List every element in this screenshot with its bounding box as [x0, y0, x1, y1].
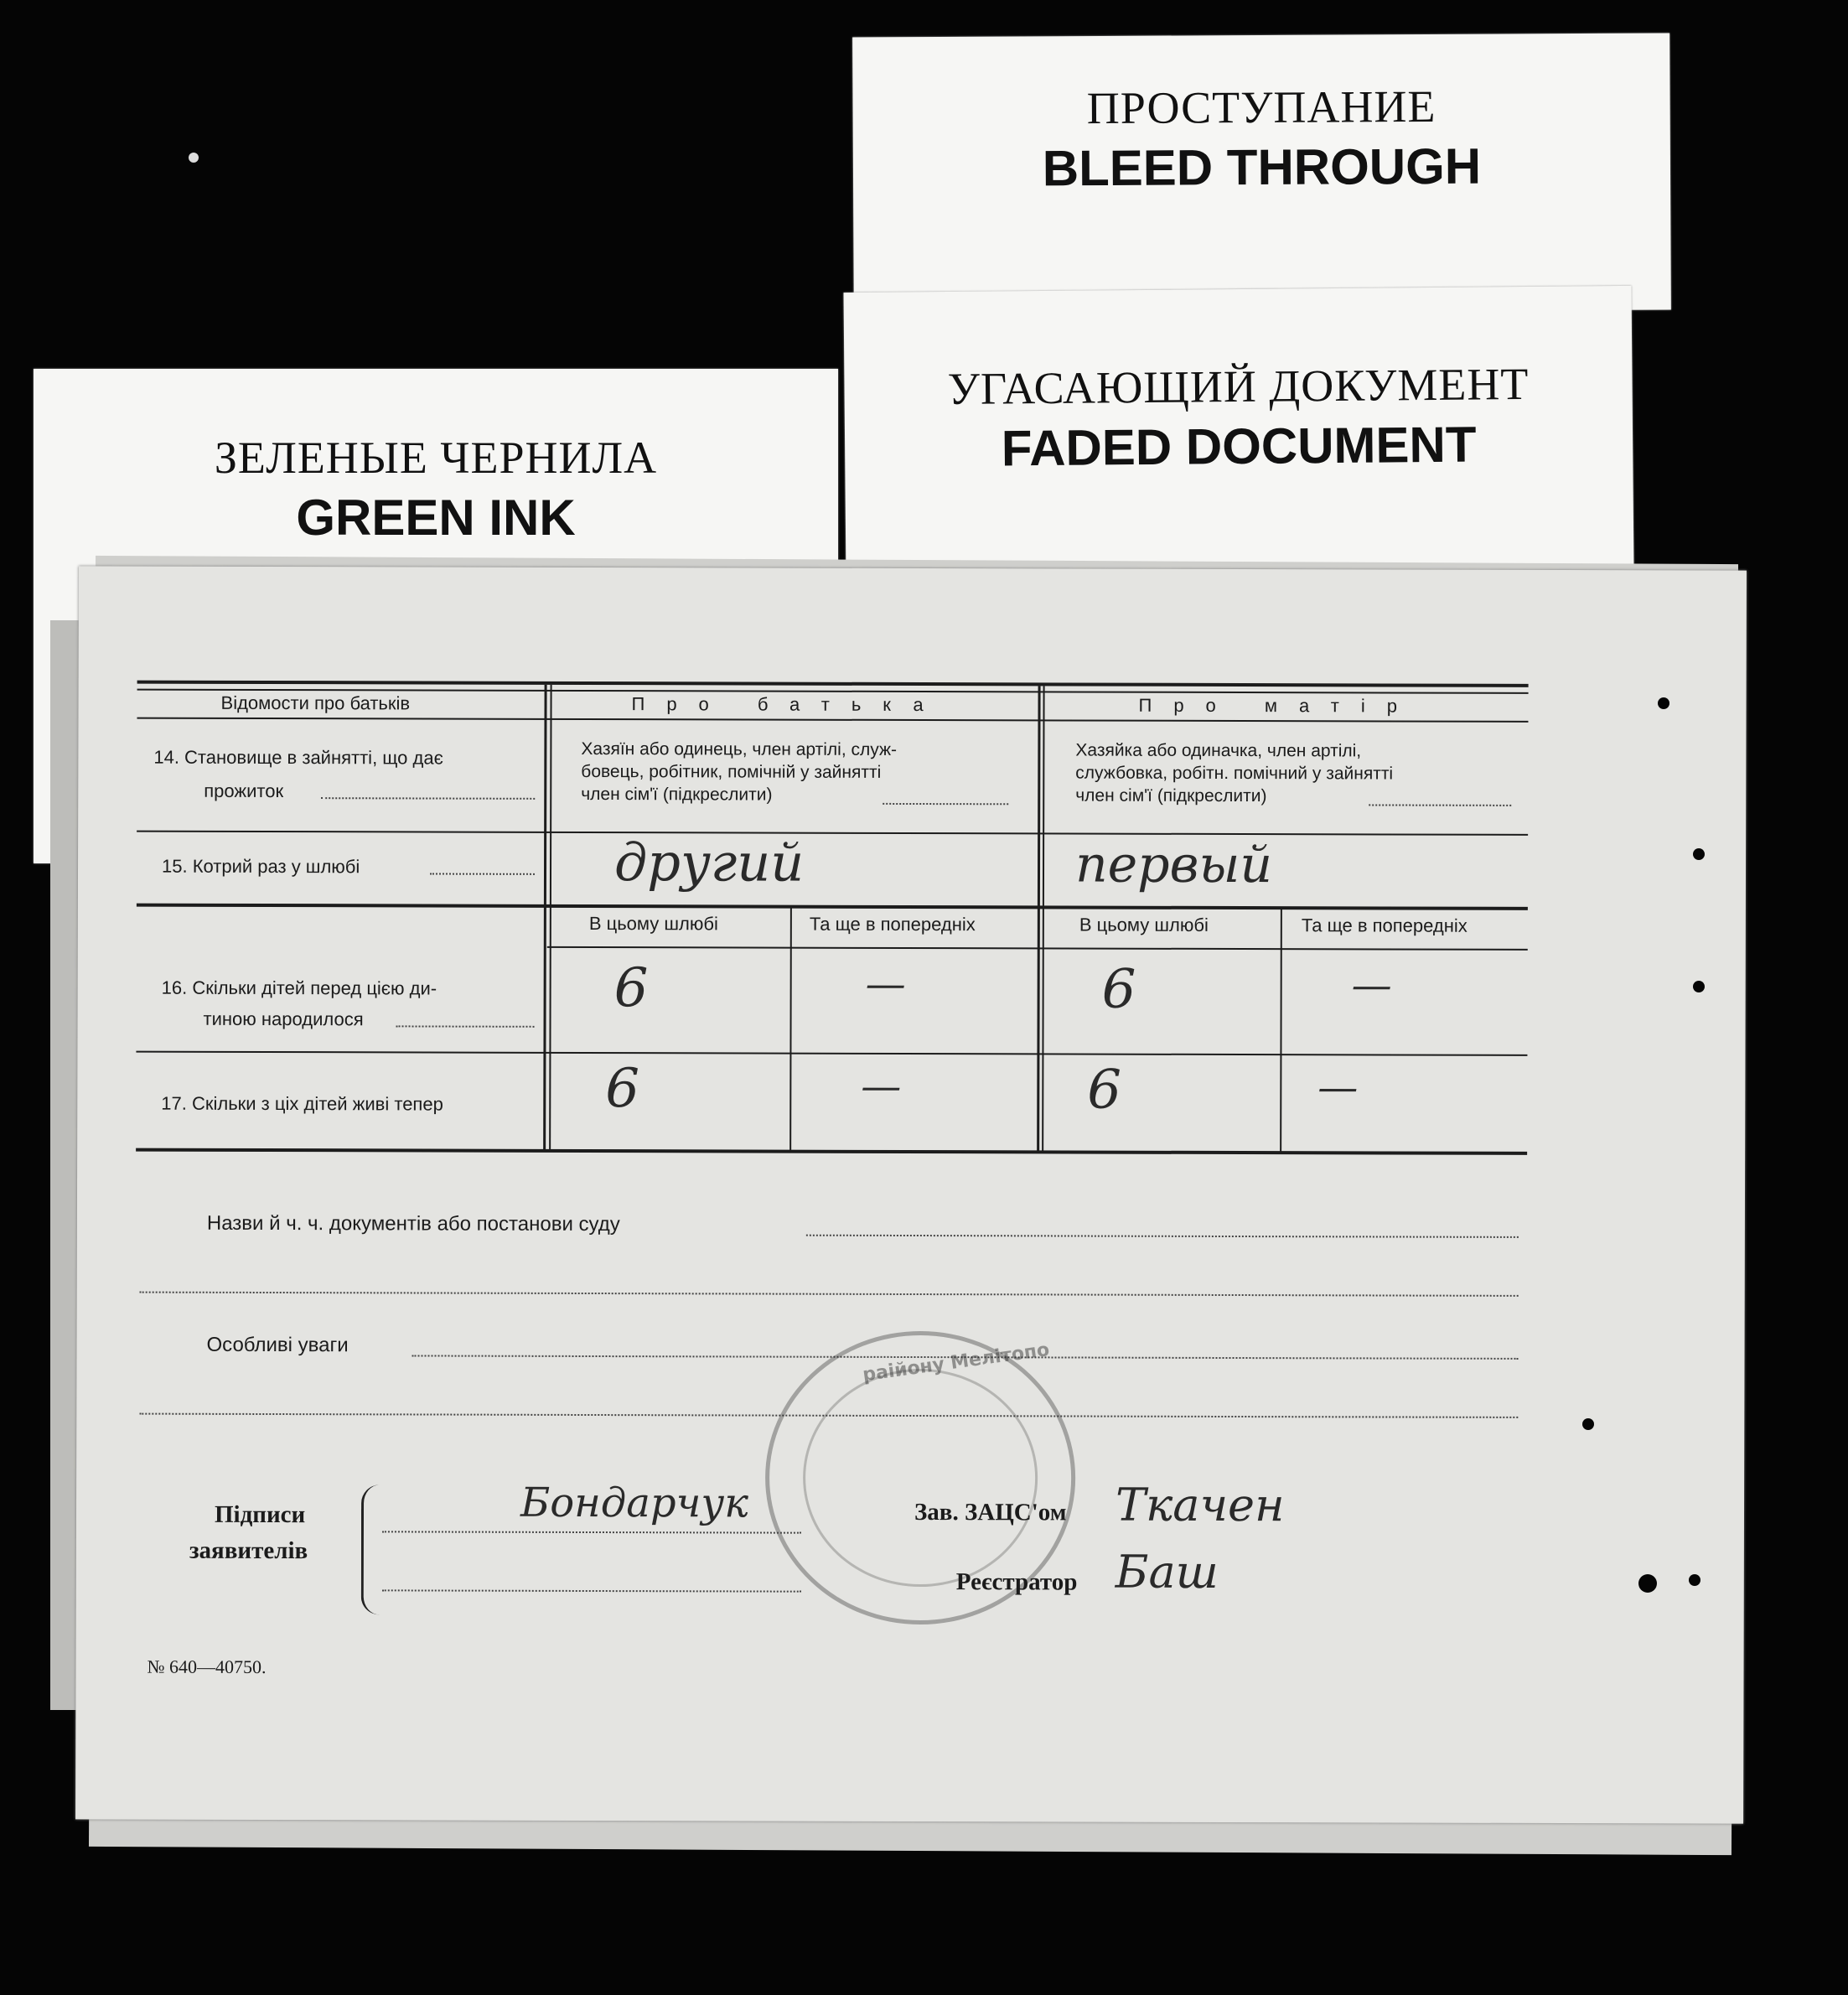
bleed-through-label-ru: ПРОСТУПАНИЕ — [1086, 80, 1436, 134]
table-top-rule — [137, 681, 1529, 687]
faded-document-label-en: FADED DOCUMENT — [1001, 416, 1477, 477]
header-bottom-rule — [137, 718, 1528, 723]
marriage-record-form — [75, 566, 1747, 1823]
row14-father-leader — [883, 803, 1008, 805]
row15-mother-value: первый — [1074, 835, 1273, 895]
punch-hole — [1582, 1418, 1594, 1430]
registrar-signature: Баш — [1115, 1545, 1219, 1599]
row16-father-prev: — — [865, 960, 906, 1008]
row16-mother-prev: — — [1351, 961, 1392, 1009]
row14-mother-line2: службовка, робітн. помічний у зайнятті — [1075, 763, 1394, 784]
row14-bottom-rule — [137, 831, 1528, 836]
row16-father-this: 6 — [613, 957, 649, 1020]
row14-leader — [321, 797, 535, 800]
dust-speck — [189, 153, 199, 163]
punch-hole — [1658, 697, 1669, 709]
remarks-label: Особливі уваги — [206, 1333, 349, 1357]
applicant-signature: Бондарчук — [520, 1479, 749, 1527]
head-signature: Ткачен — [1115, 1478, 1285, 1532]
signatures-brace — [361, 1485, 382, 1614]
subheader-mother-previous: Та ще в попередніх — [1301, 915, 1468, 936]
green-ink-label-en: GREEN INK — [296, 490, 576, 546]
col-divider-mother-sub — [1280, 908, 1282, 1153]
bleed-through-label-en: BLEED THROUGH — [1042, 137, 1482, 197]
row14-label-line1: 14. Становище в зайнятті, що дає — [153, 746, 443, 769]
row14-father-line1: Хазяїн або одинець, член артілі, служ- — [581, 738, 898, 759]
row14-mother-line1: Хазяйка або одиначка, член артілі, — [1075, 740, 1362, 761]
row15-label: 15. Котрий раз у шлюбі — [161, 855, 360, 878]
applicant-signature-line-2 — [382, 1589, 801, 1592]
header-parents-info: Відомости про батьків — [220, 692, 411, 714]
documents-line-1 — [806, 1235, 1519, 1238]
row16-label-line1: 16. Скільки дітей перед цією ди- — [161, 977, 437, 999]
row16-label-line2: тиною народилося — [203, 1008, 364, 1030]
col-divider-1b — [549, 685, 551, 1151]
faded-document-label-card — [844, 286, 1634, 578]
punch-hole — [1689, 1574, 1700, 1586]
official-stamp-inner-ring — [803, 1369, 1038, 1588]
table-bottom-rule — [136, 1148, 1527, 1155]
row14-mother-line3: член сім'ї (підкреслити) — [1075, 785, 1267, 806]
punch-hole — [1638, 1574, 1657, 1593]
punch-hole — [1693, 848, 1705, 860]
signatures-label-line1: Підписи — [214, 1500, 306, 1529]
registrar-label: Реєстратор — [955, 1568, 1078, 1596]
subheader-mother-this: В цьому шлюбі — [1079, 914, 1209, 935]
documents-label: Назви й ч. ч. документів або постанови суду — [206, 1211, 620, 1236]
row14-mother-leader — [1369, 804, 1511, 806]
row16-bottom-rule — [136, 1051, 1527, 1056]
row14-father-line3: член сім'ї (підкреслити) — [581, 784, 773, 805]
col-divider-2 — [1037, 686, 1040, 1152]
header-mother: Про матір — [1138, 694, 1420, 717]
form-number: № 640—40750. — [147, 1656, 267, 1677]
row17-label: 17. Скільки з ціх дітей живі тепер — [161, 1092, 443, 1115]
row15-leader — [430, 873, 535, 874]
row17-mother-this: 6 — [1087, 1059, 1122, 1122]
row17-mother-prev: — — [1317, 1064, 1359, 1112]
row15-father-value: другий — [613, 832, 805, 894]
faded-document-label-ru: УГАСАЮЩИЙ ДОКУМЕНТ — [947, 358, 1530, 415]
col-divider-1 — [543, 685, 546, 1151]
punch-hole — [1693, 981, 1705, 992]
row14-label-line2: прожиток — [204, 780, 284, 802]
green-ink-label-ru: ЗЕЛЕНЫЕ ЧЕРНИЛА — [214, 433, 658, 483]
bleed-through-label-card — [852, 33, 1671, 314]
applicant-signature-line-1 — [382, 1531, 801, 1533]
header-father: Про батька — [631, 693, 945, 716]
row16-leader — [396, 1025, 535, 1027]
official-stamp-text: раійону Мелітопо — [861, 1339, 1051, 1386]
subheader-father-this: В цьому шлюбі — [588, 912, 718, 935]
col-divider-father-sub — [789, 907, 792, 1152]
signatures-label-line2: заявителів — [189, 1536, 308, 1565]
row15-bottom-rule — [137, 904, 1528, 910]
col-divider-2b — [1042, 686, 1044, 1152]
row14-father-line2: бовець, робітник, помічній у зайнятті — [581, 761, 882, 782]
row17-father-this: 6 — [605, 1058, 640, 1121]
head-label: Зав. ЗАЦС'ом — [914, 1499, 1067, 1526]
row17-father-prev: — — [861, 1062, 902, 1110]
subheader-father-previous: Та ще в попередніх — [809, 913, 976, 935]
row16-mother-this: 6 — [1101, 958, 1136, 1021]
documents-line-2 — [140, 1292, 1519, 1297]
